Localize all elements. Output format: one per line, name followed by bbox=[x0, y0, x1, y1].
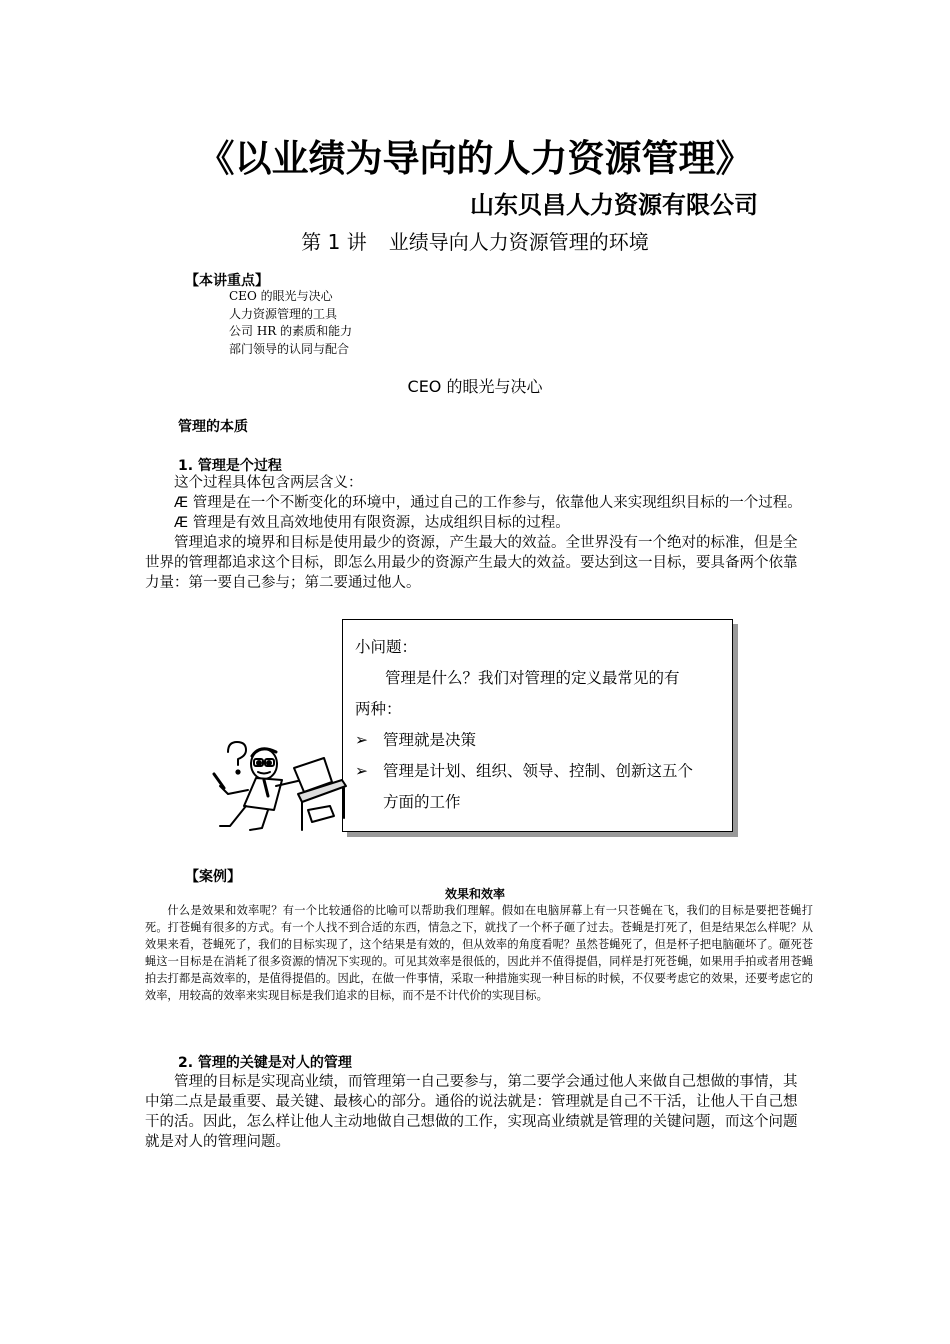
question-item2 bbox=[355, 756, 693, 787]
confused-man-illustration bbox=[198, 738, 348, 838]
key-points-label: 【本讲重点】 bbox=[185, 273, 269, 289]
point1-bullet2 bbox=[145, 513, 807, 533]
lecture-heading bbox=[0, 226, 950, 255]
section-heading: CEO 的眼光与决心 bbox=[407, 377, 543, 396]
case-title: 效果和效率 bbox=[444, 887, 505, 901]
case-text: 什么是效果和效率呢？有一个比较通俗的比喻可以帮助我们理解。假如在电脑屏幕上有一只苍蝇在飞，我们的目标是要把苍蝇打死。打苍蝇有很多的方式。有一个人找不到合适的东西，情急之下，就找了一个杯子砸了过去。苍蝇是打死了，但是结果怎么样呢？从效果来看，苍蝇死了，我们的目标实现了，这个结果是有效的，但从效率的角度看呢？虽然苍蝇死了，但是杯子把电脑砸坏了。砸死苍蝇这一目标是在消耗了很多资源的情况下实现的。可见其效率是很低的，因此并不值得提倡，同样是打死苍蝇，如果用手拍或者用苍蝇拍去打都是高效率的，是值得提倡的。因此，在做一件事情，采取一种措施实现一种目标的时候，不仅要考虑它的效果，还要考虑它的效率，用较高的效率来实现目标是我们追求的目标，而不是不计代价的实现目标。 bbox=[145, 904, 813, 1002]
point2-heading: 2. 管理的关键是对人的管理 bbox=[178, 1055, 352, 1071]
bullet-symbol: Æ bbox=[174, 495, 189, 511]
key-point-item: 人力资源管理的工具 bbox=[229, 306, 338, 321]
point1-intro: 这个过程具体包含两层含义： bbox=[174, 475, 363, 491]
lecture-number: 第 1 讲 bbox=[301, 230, 367, 254]
document-title: 《以业绩为导向的人力资源管理》 bbox=[197, 137, 753, 180]
question-box-content bbox=[355, 632, 693, 818]
bullet-text: 管理是有效且高效地使用有限资源，达成组织目标的过程。 bbox=[192, 515, 570, 531]
arrow-icon: ➢ bbox=[355, 731, 368, 749]
bullet-symbol: Æ bbox=[174, 515, 189, 531]
company-name: 山东贝昌人力资源有限公司 bbox=[470, 191, 758, 219]
key-points-list bbox=[229, 288, 352, 358]
subheading: 管理的本质 bbox=[178, 419, 248, 435]
question-title: 小问题： bbox=[355, 638, 418, 656]
question-line2: 两种： bbox=[355, 700, 402, 718]
question-item2-text: 管理是计划、组织、领导、控制、创新这五个 bbox=[383, 762, 694, 780]
point1-heading: 1. 管理是个过程 bbox=[178, 458, 282, 474]
point1-content bbox=[145, 473, 807, 593]
point1-paragraph: 管理追求的境界和目标是使用最少的资源，产生最大的效益。全世界没有一个绝对的标准，但是全世界的管理都追求这个目标，即怎么用最少的资源产生最大的效益。要达到这一目标，要具备两个依靠力量：第一要自己参与；第二要通过他人。 bbox=[145, 535, 798, 591]
question-item2-cont: 方面的工作 bbox=[383, 793, 461, 811]
question-line1: 管理是什么？我们对管理的定义最常见的有 bbox=[385, 669, 680, 687]
key-point-item: CEO 的眼光与决心 bbox=[229, 289, 333, 303]
arrow-icon: ➢ bbox=[355, 762, 368, 780]
key-point-item: 公司 HR 的素质和能力 bbox=[229, 324, 353, 338]
case-label: 【案例】 bbox=[185, 869, 241, 885]
point1-bullet1 bbox=[145, 493, 807, 513]
key-point-item: 部门领导的认同与配合 bbox=[229, 341, 350, 356]
question-item1 bbox=[355, 725, 693, 756]
point2-paragraph: 管理的目标是实现高业绩，而管理第一自己要参与，第二要学会通过他人来做自己想做的事情，其中第二点是最重要、最关键、最核心的部分。通俗的说法就是：管理就是自己不干活，让他人干自己想干的活。因此，怎么样让他人主动地做自己想做的工作，实现高业绩就是管理的关键问题，而这个问题就是对人的管理问题。 bbox=[145, 1074, 798, 1150]
bullet-text: 管理是在一个不断变化的环境中，通过自己的工作参与，依靠他人来实现组织目标的一个过程。 bbox=[192, 495, 802, 511]
lecture-title: 业绩导向人力资源管理的环境 bbox=[388, 230, 649, 254]
question-item1-text: 管理就是决策 bbox=[383, 731, 477, 749]
question-box bbox=[342, 619, 733, 832]
